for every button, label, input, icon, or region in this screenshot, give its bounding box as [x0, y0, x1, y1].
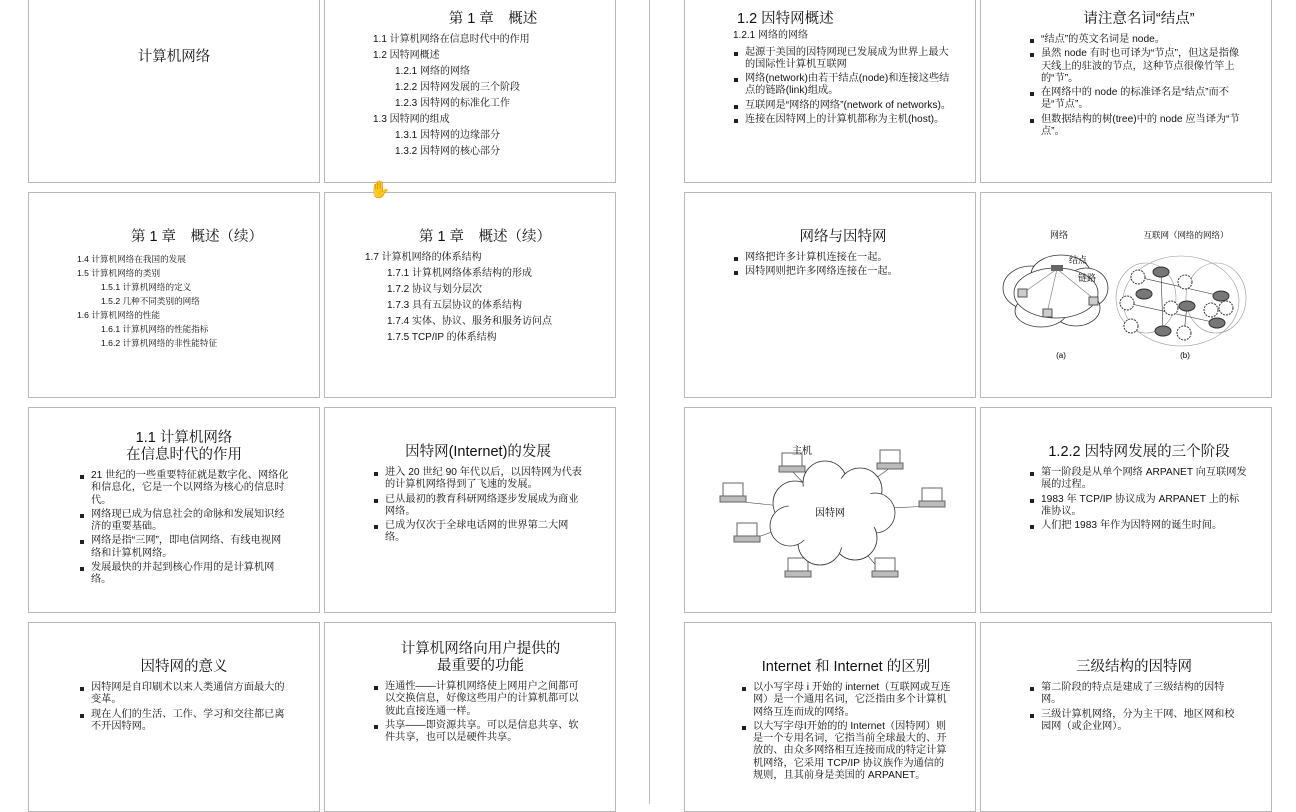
network-icon — [1124, 319, 1138, 333]
bullet-item: 网络把许多计算机连接在一起。 — [733, 252, 953, 264]
slide-title: 因特网的意义 — [140, 659, 228, 675]
bullet-item: 网络是指“三网”，即电信网络、有线电视网络和计算机网络。 — [79, 535, 289, 560]
bullet-item: 互联网是“网络的网络”(network of networks)。 — [733, 100, 958, 112]
toc-item: 1.6.2 计算机网络的非性能特征 — [101, 338, 218, 348]
toc-item: 1.7.4 实体、协议、服务和服务访问点 — [387, 316, 553, 327]
slide-title: 1.2 因特网概述 — [737, 11, 834, 27]
toc-item: 1.2.2 因特网发展的三个阶段 — [395, 82, 521, 93]
toc-item: 1.7 计算机网络的体系结构 — [365, 252, 482, 263]
toc-item: 1.2.3 因特网的标准化工作 — [395, 98, 511, 109]
slide-title: 三级结构的因特网 — [1076, 659, 1192, 675]
slide-title: 1.2.2 因特网发展的三个阶段 — [1048, 444, 1230, 460]
bullet-item: 已从最初的教育科研网络逐步发展成为商业网络。 — [373, 494, 583, 519]
internet-hosts-diagram — [685, 408, 975, 613]
toc-item: 1.5 计算机网络的类别 — [77, 268, 161, 278]
bullet-item: 因特网是自印刷术以来人类通信方面最大的变革。 — [79, 682, 289, 707]
bullet-list — [373, 681, 588, 744]
label-network: 网络 — [1049, 230, 1069, 240]
toc-item: 1.6.1 计算机网络的性能指标 — [101, 324, 209, 334]
router-icon — [1179, 301, 1195, 311]
label-link: 链路 — [1078, 273, 1097, 283]
network-icon — [1164, 301, 1178, 315]
network-icon — [1178, 275, 1192, 289]
router-icon — [1153, 267, 1169, 277]
toc-item: 1.5.2 几种不同类别的网络 — [101, 296, 200, 306]
bullet-list — [1029, 682, 1239, 733]
bullet-item: 以小写字母 i 开始的 internet（互联网或互连网）是一个通用名词，它泛指由多个计算机网络互连而成的网络。 — [741, 682, 951, 719]
bullet-item: 起源于美国的因特网现已发展成为世界上最大的国际性计算机互联网 — [733, 47, 958, 72]
slide-thumbnail[interactable] — [28, 192, 320, 398]
bullet-list — [373, 467, 583, 545]
network-icon — [1131, 270, 1145, 284]
slide-title: 第 1 章 概述 — [448, 11, 538, 27]
slide-thumbnail[interactable] — [324, 407, 616, 613]
bullet-list — [733, 252, 953, 279]
slide-title: 1.1 计算机网络 在信息时代的作用 — [126, 430, 242, 463]
toc-item: 1.3.1 因特网的边缘部分 — [395, 130, 501, 141]
computer-icon — [1018, 289, 1027, 297]
toc-item: 1.4 计算机网络在我国的发展 — [77, 254, 186, 264]
toc-item: 1.7.5 TCP/IP 的体系结构 — [387, 332, 497, 343]
bullet-list — [733, 47, 958, 127]
network-icon — [1120, 296, 1134, 310]
toc-item: 1.3.2 因特网的核心部分 — [395, 146, 501, 157]
toc-item: 1.7.2 协议与划分层次 — [387, 284, 483, 295]
bullet-item: 网络(network)由若干结点(node)和连接这些结点的链路(link)组成。 — [733, 73, 958, 98]
bullet-list — [79, 682, 289, 733]
computer-icon — [1089, 297, 1098, 305]
router-icon — [1155, 326, 1171, 336]
toc-item: 1.7.1 计算机网络体系结构的形成 — [387, 268, 533, 279]
bullet-item: 在网络中的 node 的标准译名是“结点”而不是“节点”。 — [1029, 87, 1249, 112]
bullet-list — [741, 682, 951, 782]
router-icon — [1136, 289, 1152, 299]
node-icon — [1051, 265, 1063, 271]
network-diagram — [981, 193, 1271, 393]
toc-item: 1.7.3 具有五层协议的体系结构 — [387, 300, 523, 311]
slide-thumbnail[interactable] — [28, 622, 320, 812]
slide-thumbnail[interactable] — [684, 192, 976, 398]
slide-thumbnail[interactable] — [684, 0, 976, 183]
label-internet: 因特网 — [815, 508, 845, 519]
slide-title: 网络与因特网 — [799, 229, 887, 245]
slide-title: 请注意名词“结点” — [1083, 11, 1195, 27]
slide-title: 第 1 章 概述（续） — [418, 229, 552, 245]
bullet-item: 1983 年 TCP/IP 协议成为 ARPANET 上的标准协议。 — [1029, 494, 1249, 519]
slide-thumbnail[interactable] — [980, 0, 1272, 183]
bullet-item: 人们把 1983 年作为因特网的诞生时间。 — [1029, 520, 1249, 532]
bullet-item: 共享——即资源共享。可以是信息共享、软件共享，也可以是硬件共享。 — [373, 720, 588, 745]
slide-thumbnail[interactable] — [324, 622, 616, 812]
bullet-item: 进入 20 世纪 90 年代以后，以因特网为代表的计算机网络得到了飞速的发展。 — [373, 467, 583, 492]
toc-item: 1.3 因特网的组成 — [373, 114, 450, 125]
slide-thumbnail[interactable] — [28, 0, 320, 183]
toc-item: 1.5.1 计算机网络的定义 — [101, 282, 192, 292]
bullet-item: 21 世纪的一些重要特征就是数字化、网络化和信息化，它是一个以网络为核心的信息时代。 — [79, 470, 289, 507]
slide-title: 因特网(Internet)的发展 — [405, 444, 551, 460]
slide-title: 第 1 章 概述（续） — [130, 229, 264, 245]
bullet-item: 但数据结构的树(tree)中的 node 应当译为“节点”。 — [1029, 114, 1249, 139]
bullet-item: 第一阶段是从单个网络 ARPANET 向互联网发展的过程。 — [1029, 467, 1249, 492]
slide-title: Internet 和 Internet 的区别 — [761, 659, 931, 675]
label-a: (a) — [1056, 351, 1066, 360]
network-icon — [1219, 301, 1233, 315]
slide-thumbnail[interactable] — [684, 622, 976, 812]
toc-item: 1.1 计算机网络在信息时代中的作用 — [373, 34, 530, 45]
network-icon — [1177, 326, 1191, 340]
bullet-item: 第二阶段的特点是建成了三级结构的因特网。 — [1029, 682, 1239, 707]
page-divider — [649, 0, 650, 804]
bullet-item: 因特网则把许多网络连接在一起。 — [733, 266, 953, 278]
router-icon — [1213, 291, 1229, 301]
hand-cursor-icon: ✋ — [369, 180, 391, 199]
bullet-item: 以大写字母I开始的的 Internet（因特网）则是一个专用名词，它指当前全球最大的、开放的、由众多网络相互连接而成的特定计算机网络，它采用 TCP/IP 协议族作为通信的规则，且其前身是美国的 ARPANET。 — [741, 721, 951, 782]
router-icon — [1209, 318, 1225, 328]
slide-subtitle: 1.2.1 网络的网络 — [733, 30, 809, 41]
bullet-list — [1029, 467, 1249, 532]
slide-title: 计算机网络 — [137, 49, 211, 65]
network-icon — [1204, 303, 1218, 317]
slide-thumbnail[interactable] — [980, 192, 1272, 398]
bullet-item: 现在人们的生活、工作、学习和交往都已离不开因特网。 — [79, 709, 289, 734]
bullet-item: 连通性——计算机网络使上网用户之间都可以交换信息，好像这些用户的计算机都可以彼此直接连通一样。 — [373, 681, 588, 718]
slide-thumbnail[interactable] — [684, 407, 976, 613]
slide-thumbnail[interactable] — [324, 0, 616, 183]
bullet-item: 网络现已成为信息社会的命脉和发展知识经济的重要基础。 — [79, 509, 289, 534]
label-node: 结点 — [1069, 255, 1088, 265]
slide-thumbnail[interactable] — [980, 622, 1272, 812]
slide-thumbnail[interactable] — [324, 192, 616, 398]
toc-item: 1.6 计算机网络的性能 — [77, 310, 161, 320]
toc-item: 1.2.1 网络的网络 — [395, 66, 471, 77]
label-host: 主机 — [792, 446, 812, 457]
toc-item: 1.2 因特网概述 — [373, 50, 440, 61]
bullet-item: “结点”的英文名词是 node。 — [1029, 34, 1249, 46]
label-internet: 互联网（网络的网络） — [1143, 230, 1229, 240]
slide-thumbnail[interactable] — [28, 407, 320, 613]
label-b: (b) — [1180, 351, 1190, 360]
bullet-item: 发展最快的并起到核心作用的是计算机网络。 — [79, 562, 289, 587]
computer-icon — [1043, 309, 1052, 317]
bullet-list — [1029, 34, 1249, 138]
bullet-item: 已成为仅次于全球电话网的世界第二大网络。 — [373, 520, 583, 545]
slide-title: 计算机网络向用户提供的 最重要的功能 — [400, 641, 561, 674]
bullet-list — [79, 470, 289, 587]
slide-thumbnail[interactable] — [980, 407, 1272, 613]
bullet-item: 三级计算机网络，分为主干网、地区网和校园网（或企业网）。 — [1029, 709, 1239, 734]
bullet-item: 连接在因特网上的计算机都称为主机(host)。 — [733, 114, 958, 126]
bullet-item: 虽然 node 有时也可译为“节点”，但这是指像天线上的驻波的节点，这种节点很像竹竿上的“节”。 — [1029, 48, 1249, 85]
